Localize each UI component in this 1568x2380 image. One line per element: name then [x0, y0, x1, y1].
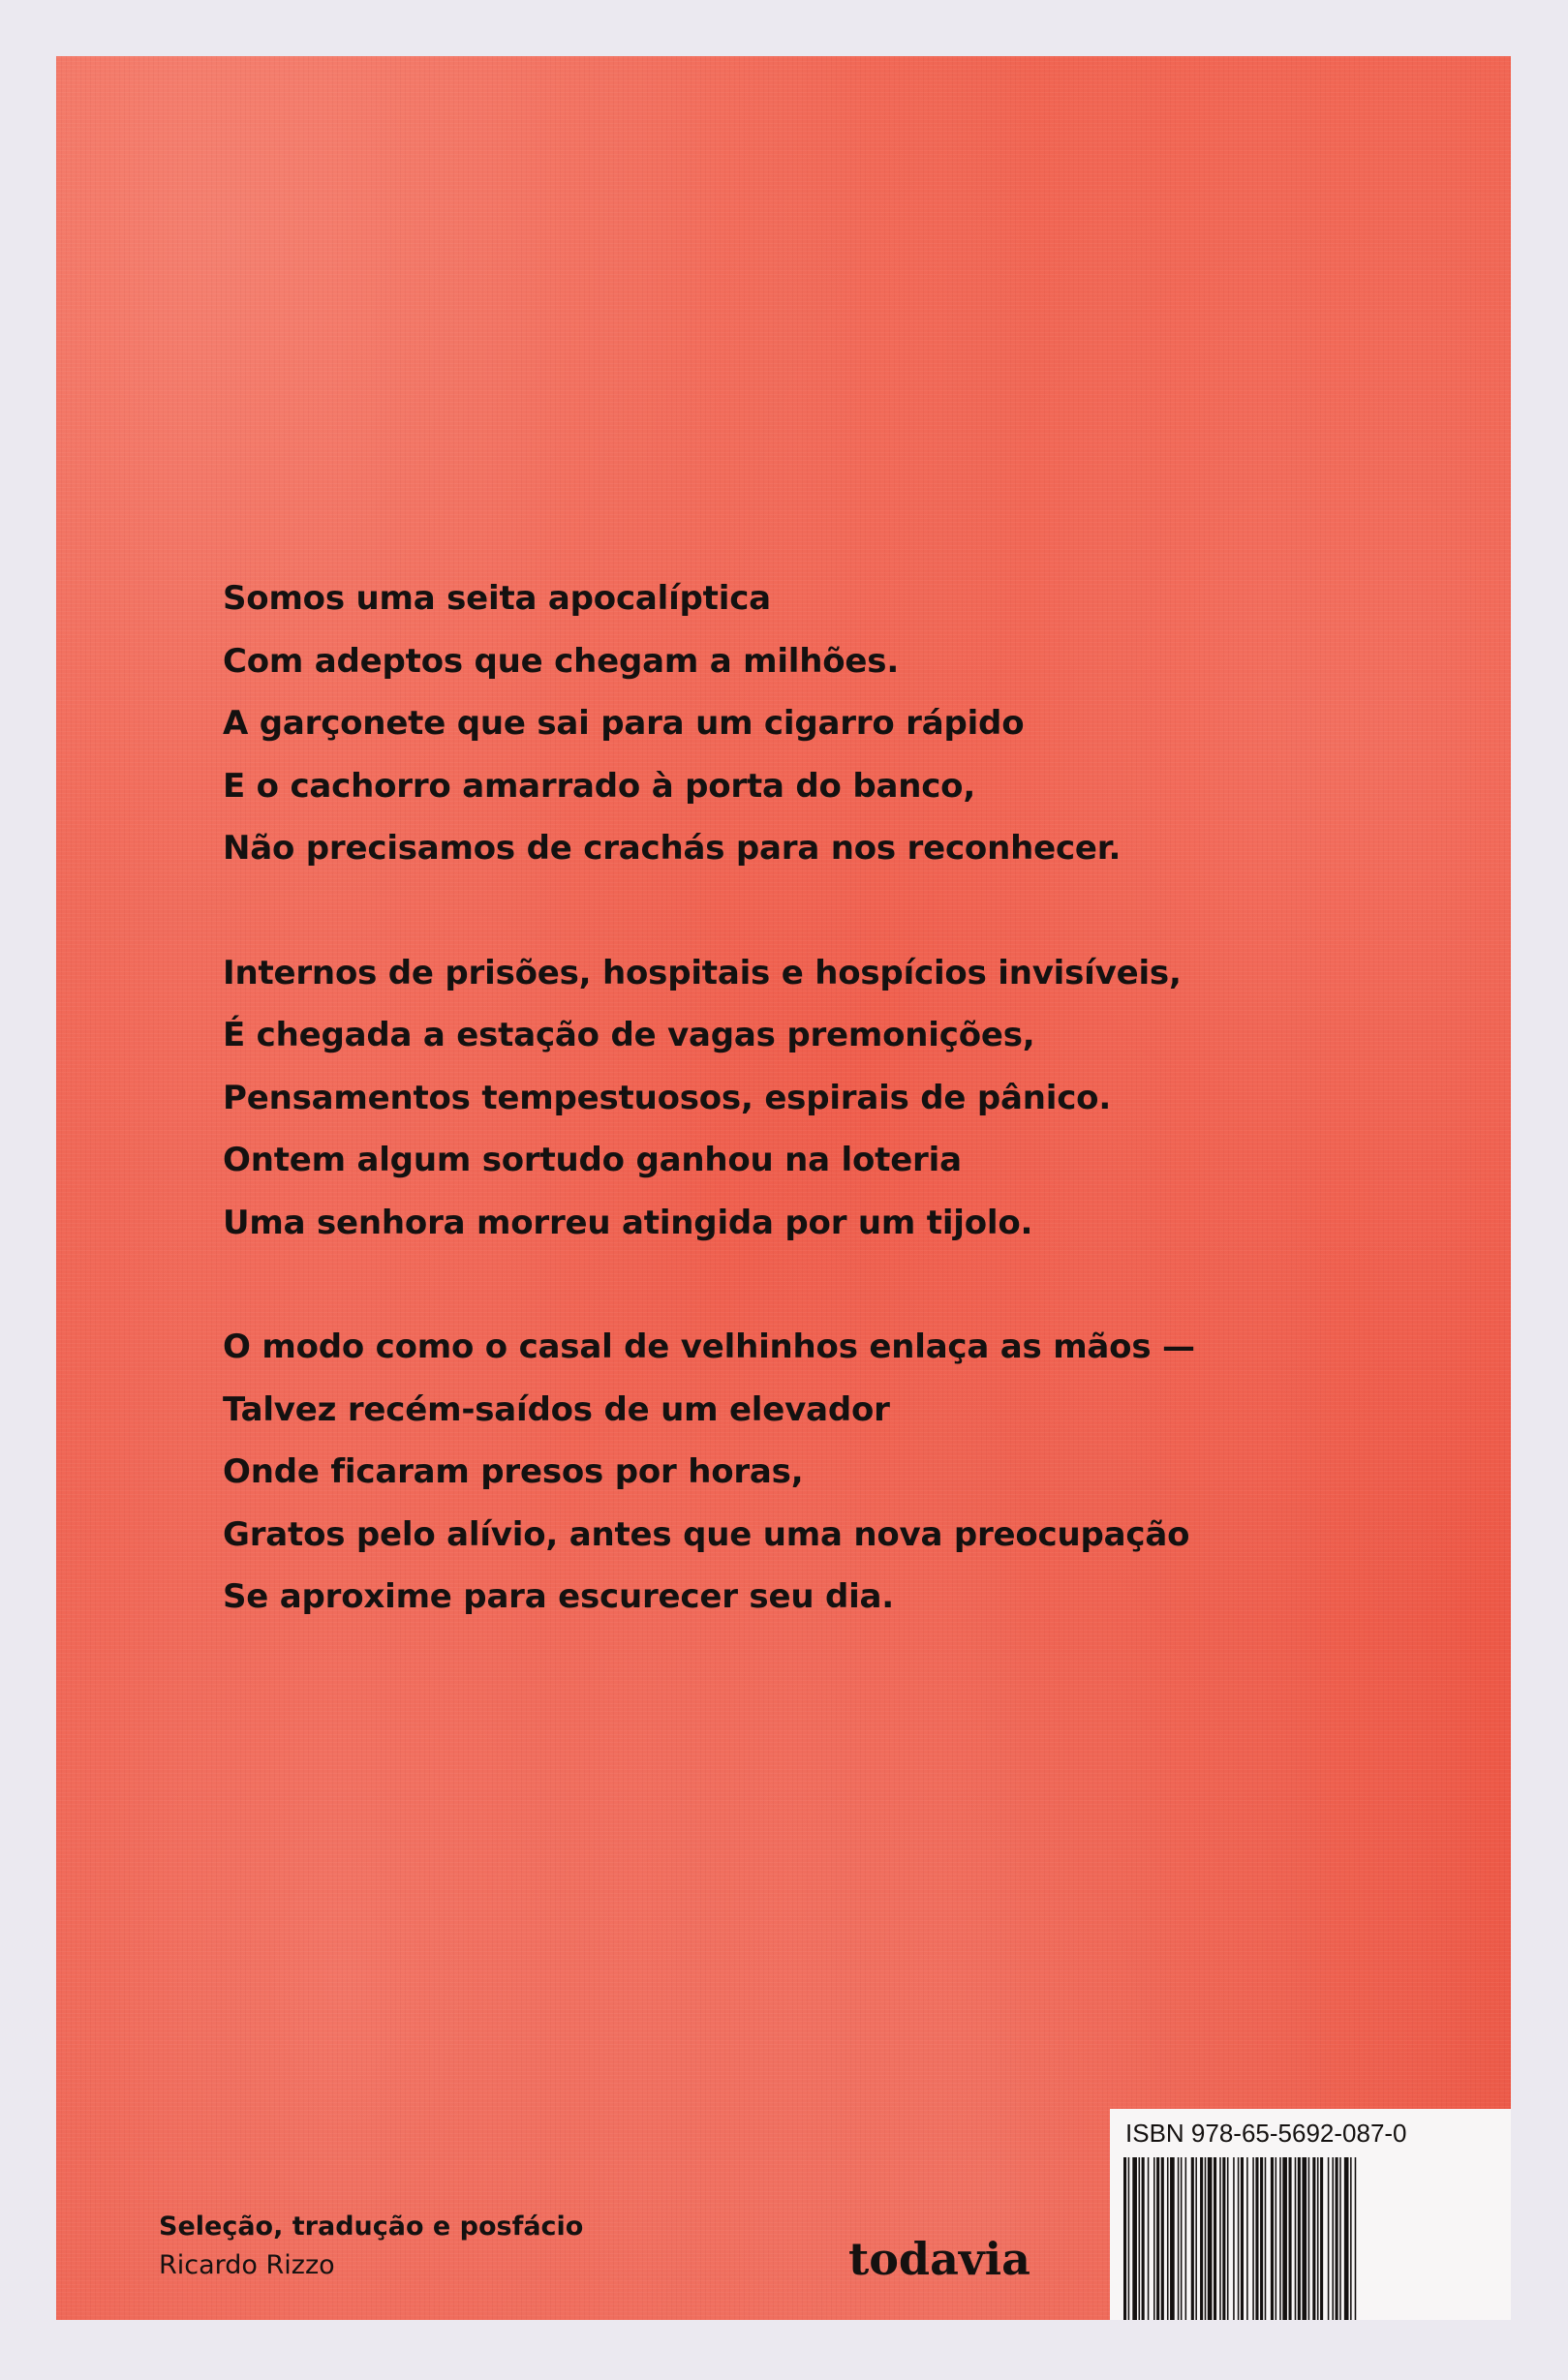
- isbn-number: ISBN 978-65-5692-087-0: [1125, 2119, 1407, 2148]
- isbn-barcode-box: [1110, 2109, 1511, 2320]
- poem-stanza-3: [223, 1316, 1433, 1629]
- poem: [223, 567, 1433, 1691]
- poem-line: Não precisamos de crachás para nos reconhecer.: [223, 829, 1122, 868]
- poem-line: Com adeptos que chegam a milhões.: [223, 641, 900, 681]
- barcode-icon: [1123, 2157, 1497, 2320]
- poem-line: Internos de prisões, hospitais e hospícios invisíveis,: [223, 953, 1182, 992]
- book-back-cover: [56, 56, 1511, 2320]
- publisher-logo: todavia: [848, 2233, 1030, 2285]
- poem-line: Uma senhora morreu atingida por um tijolo.: [223, 1203, 1033, 1242]
- poem-line: Talvez recém-saídos de um elevador: [223, 1389, 890, 1429]
- poem-line: A garçonete que sai para um cigarro rápido: [223, 704, 1025, 743]
- poem-line: Somos uma seita apocalíptica: [223, 579, 771, 618]
- poem-line: Ontem algum sortudo ganhou na loteria: [223, 1141, 962, 1179]
- poem-line: É chegada a estação de vagas premonições,: [223, 1016, 1035, 1054]
- poem-line: Onde ficaram presos por horas,: [223, 1452, 804, 1491]
- translator-credit: [159, 2208, 583, 2285]
- poem-line: Pensamentos tempestuosos, espirais de pânico.: [223, 1078, 1112, 1117]
- poem-line: Gratos pelo alívio, antes que uma nova preocupação: [223, 1514, 1190, 1554]
- poem-line: Se aproxime para escurecer seu dia.: [223, 1577, 895, 1616]
- poem-line: E o cachorro amarrado à porta do banco,: [223, 766, 976, 806]
- poem-line: O modo como o casal de velhinhos enlaça as mãos —: [223, 1327, 1195, 1366]
- credit-name: Ricardo Rizzo: [159, 2250, 335, 2280]
- poem-stanza-1: [223, 567, 1433, 880]
- credit-role: Seleção, tradução e posfácio: [159, 2212, 584, 2242]
- poem-stanza-2: [223, 942, 1433, 1255]
